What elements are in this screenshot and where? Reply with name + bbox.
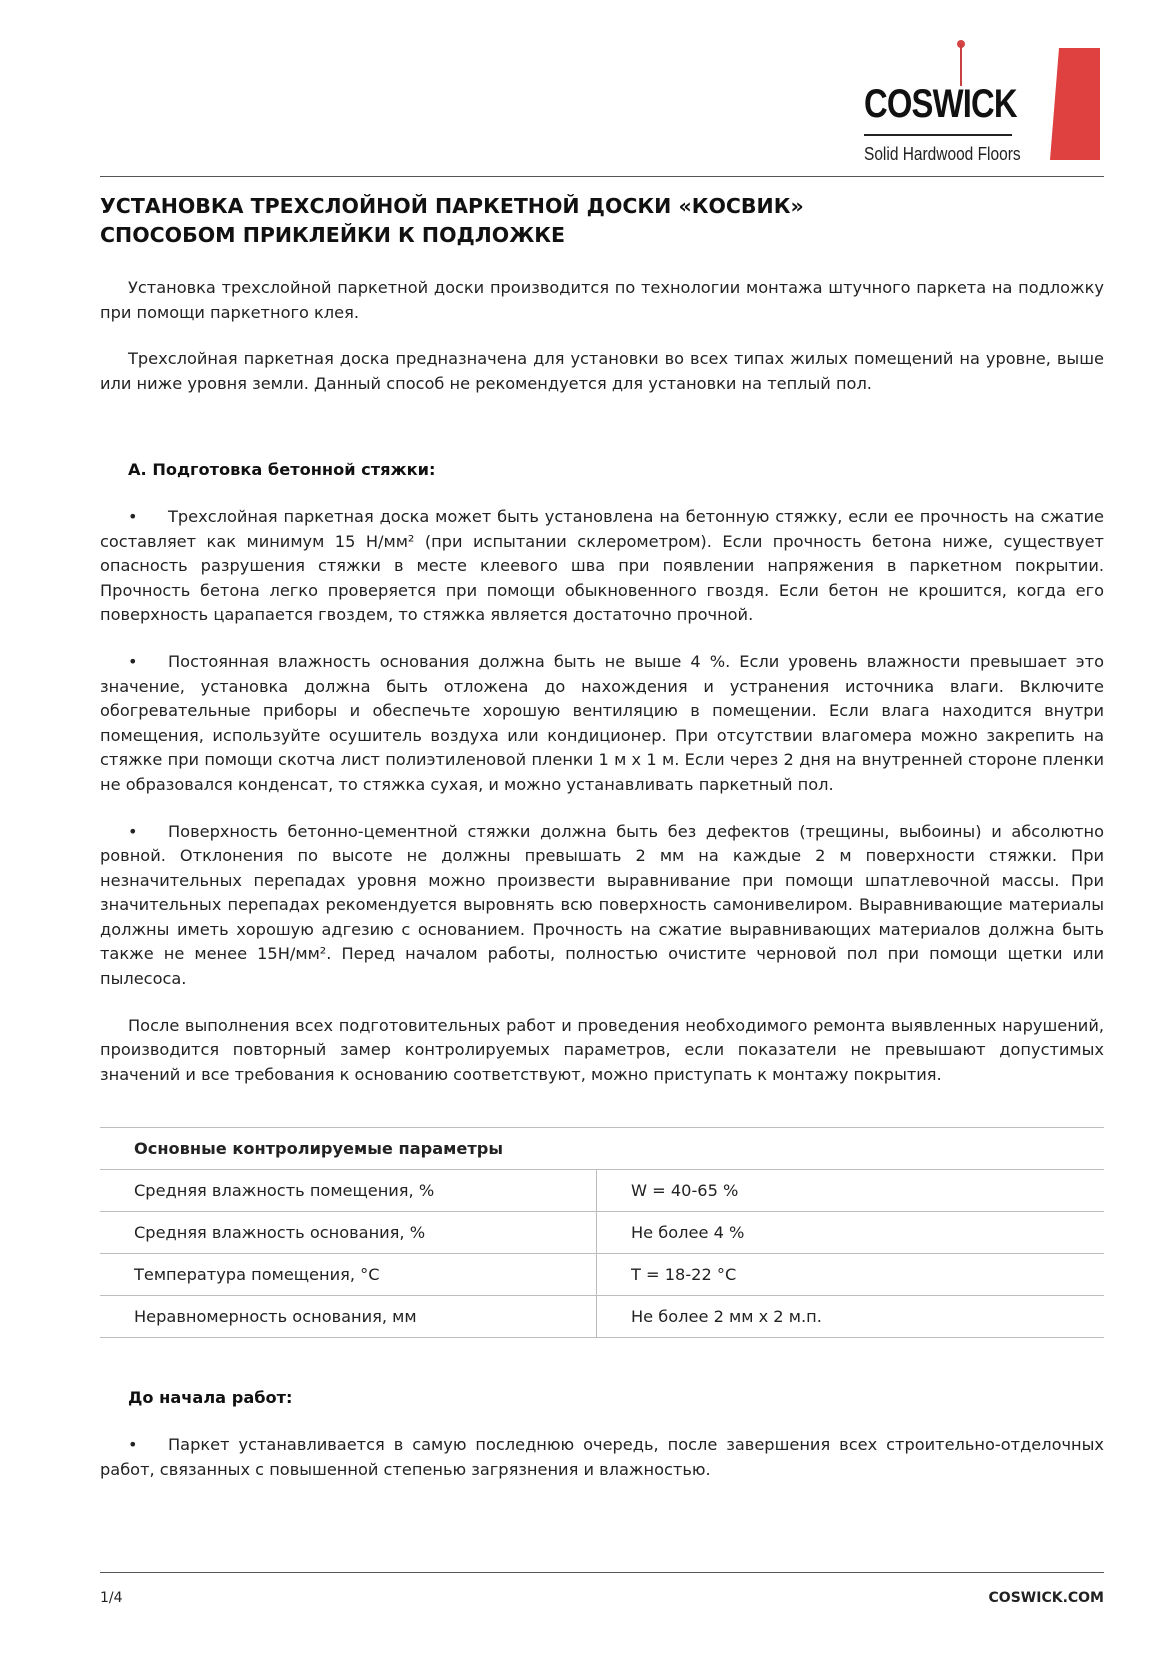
param-value: Не более 2 мм х 2 м.п. [597, 1296, 1105, 1338]
logo-pin [960, 44, 962, 86]
bullet-marker: • [128, 821, 138, 841]
bullet-text: Паркет устанавливается в самую последнюю очередь, после завершения всех строительно-отделочных работ, связанных с повышенной степенью загрязнения и влажностью. [100, 1435, 1104, 1479]
table-row [100, 1296, 1104, 1338]
bullet-marker: • [128, 651, 138, 671]
footer-rule [100, 1572, 1104, 1573]
document-body [100, 276, 1104, 1482]
param-value: W = 40-65 % [597, 1170, 1105, 1212]
bullet-text: Поверхность бетонно-цементной стяжки должна быть без дефектов (трещины, выбоины) и абсолютно ровной. Отклонения по высоте не должны превышать 2 мм на каждые 2 м поверхности стяжки. При незначительных перепадах уровня можно произвести выравнивание при помощи шпатлевочной массы. При значительных перепадах рекомендуется выровнять всю поверхность самонивелиром. Выравнивающие материалы должны иметь хорошую адгезию с основанием. Прочность на сжатие выравнивающих материалов должна быть также не менее 15Н/мм². Перед началом работы, полностью очистите черновой пол при помощи щетки или пылесоса. [100, 821, 1104, 989]
intro-paragraph-2: Трехслойная паркетная доска предназначена для установки во всех типах жилых помещений на уровне, выше или ниже уровня земли. Данный способ не рекомендуется для установки на теплый пол. [100, 349, 1104, 393]
section-a-bullet-3 [100, 820, 1104, 992]
params-table [100, 1127, 1104, 1338]
footer-website-link[interactable]: COSWICK.COM [988, 1590, 1104, 1606]
bullet-marker: • [128, 506, 138, 526]
logo-tagline: Solid Hardwood Floors [864, 144, 1021, 164]
before-work-heading: До начала работ: [128, 1388, 293, 1408]
section-a-bullet-2 [100, 650, 1104, 798]
brand-accent-band [1050, 48, 1100, 160]
section-a-heading: А. Подготовка бетонной стяжки: [128, 460, 436, 480]
param-value: Не более 4 % [597, 1212, 1105, 1254]
logo-wordmark: COSWICK [864, 82, 1017, 126]
header-rule [100, 176, 1104, 177]
table-row [100, 1254, 1104, 1296]
param-name: Температура помещения, °C [100, 1254, 597, 1296]
param-name: Средняя влажность помещения, % [100, 1170, 597, 1212]
table-row [100, 1212, 1104, 1254]
brand-logo [864, 44, 1021, 166]
document-title [100, 192, 1100, 250]
page-number: 1/4 [100, 1590, 123, 1606]
section-a-bullet-1 [100, 505, 1104, 628]
before-work-bullet [100, 1433, 1104, 1482]
title-line-1: УСТАНОВКА ТРЕХСЛОЙНОЙ ПАРКЕТНОЙ ДОСКИ «КОСВИК» [100, 194, 804, 218]
param-name: Средняя влажность основания, % [100, 1212, 597, 1254]
logo-divider [864, 134, 1012, 136]
bullet-marker: • [128, 1435, 138, 1455]
params-table-header [100, 1128, 1104, 1170]
params-table-heading: Основные контролируемые параметры [100, 1128, 1104, 1170]
section-a-closing: После выполнения всех подготовительных работ и проведения необходимого ремонта выявленных нарушений, производится повторный замер контролируемых параметров, если показатели не превышают допустимых значений и все требования к основанию соответствуют, можно приступать к монтажу покрытия. [100, 1015, 1104, 1084]
table-row [100, 1170, 1104, 1212]
param-name: Неравномерность основания, мм [100, 1296, 597, 1338]
intro-paragraph-1: Установка трехслойной паркетной доски производится по технологии монтажа штучного паркета на подложку при помощи паркетного клея. [100, 278, 1104, 322]
bullet-text: Постоянная влажность основания должна быть не выше 4 %. Если уровень влажности превышает это значение, установка должна быть отложена до нахождения и устранения источника влаги. Включите обогревательные приборы и обеспечьте хорошую вентиляцию в помещении. Если влага находится внутри помещения, используйте осушитель воздуха или кондиционер. При отсутствии влагомера можно закрепить на стяжке при помощи скотча лист полиэтиленовой пленки 1 м х 1 м. Если через 2 дня на внутренней стороне пленки не образовался конденсат, то стяжка сухая, и можно устанавливать паркетный пол. [100, 651, 1104, 794]
title-line-2: СПОСОБОМ ПРИКЛЕЙКИ К ПОДЛОЖКЕ [100, 223, 566, 247]
param-value: T = 18-22 °C [597, 1254, 1105, 1296]
bullet-text: Трехслойная паркетная доска может быть установлена на бетонную стяжку, если ее прочность на сжатие составляет как минимум 15 Н/мм² (при испытании склерометром). Если прочность бетона ниже, существует опасность разрушения стяжки в месте клеевого шва при появлении напряжения в паркетном покрытии. Прочность бетона легко проверяется при помощи обыкновенного гвоздя. Если бетон не крошится, когда его поверхность царапается гвоздем, то стяжка является достаточно прочной. [100, 506, 1104, 625]
